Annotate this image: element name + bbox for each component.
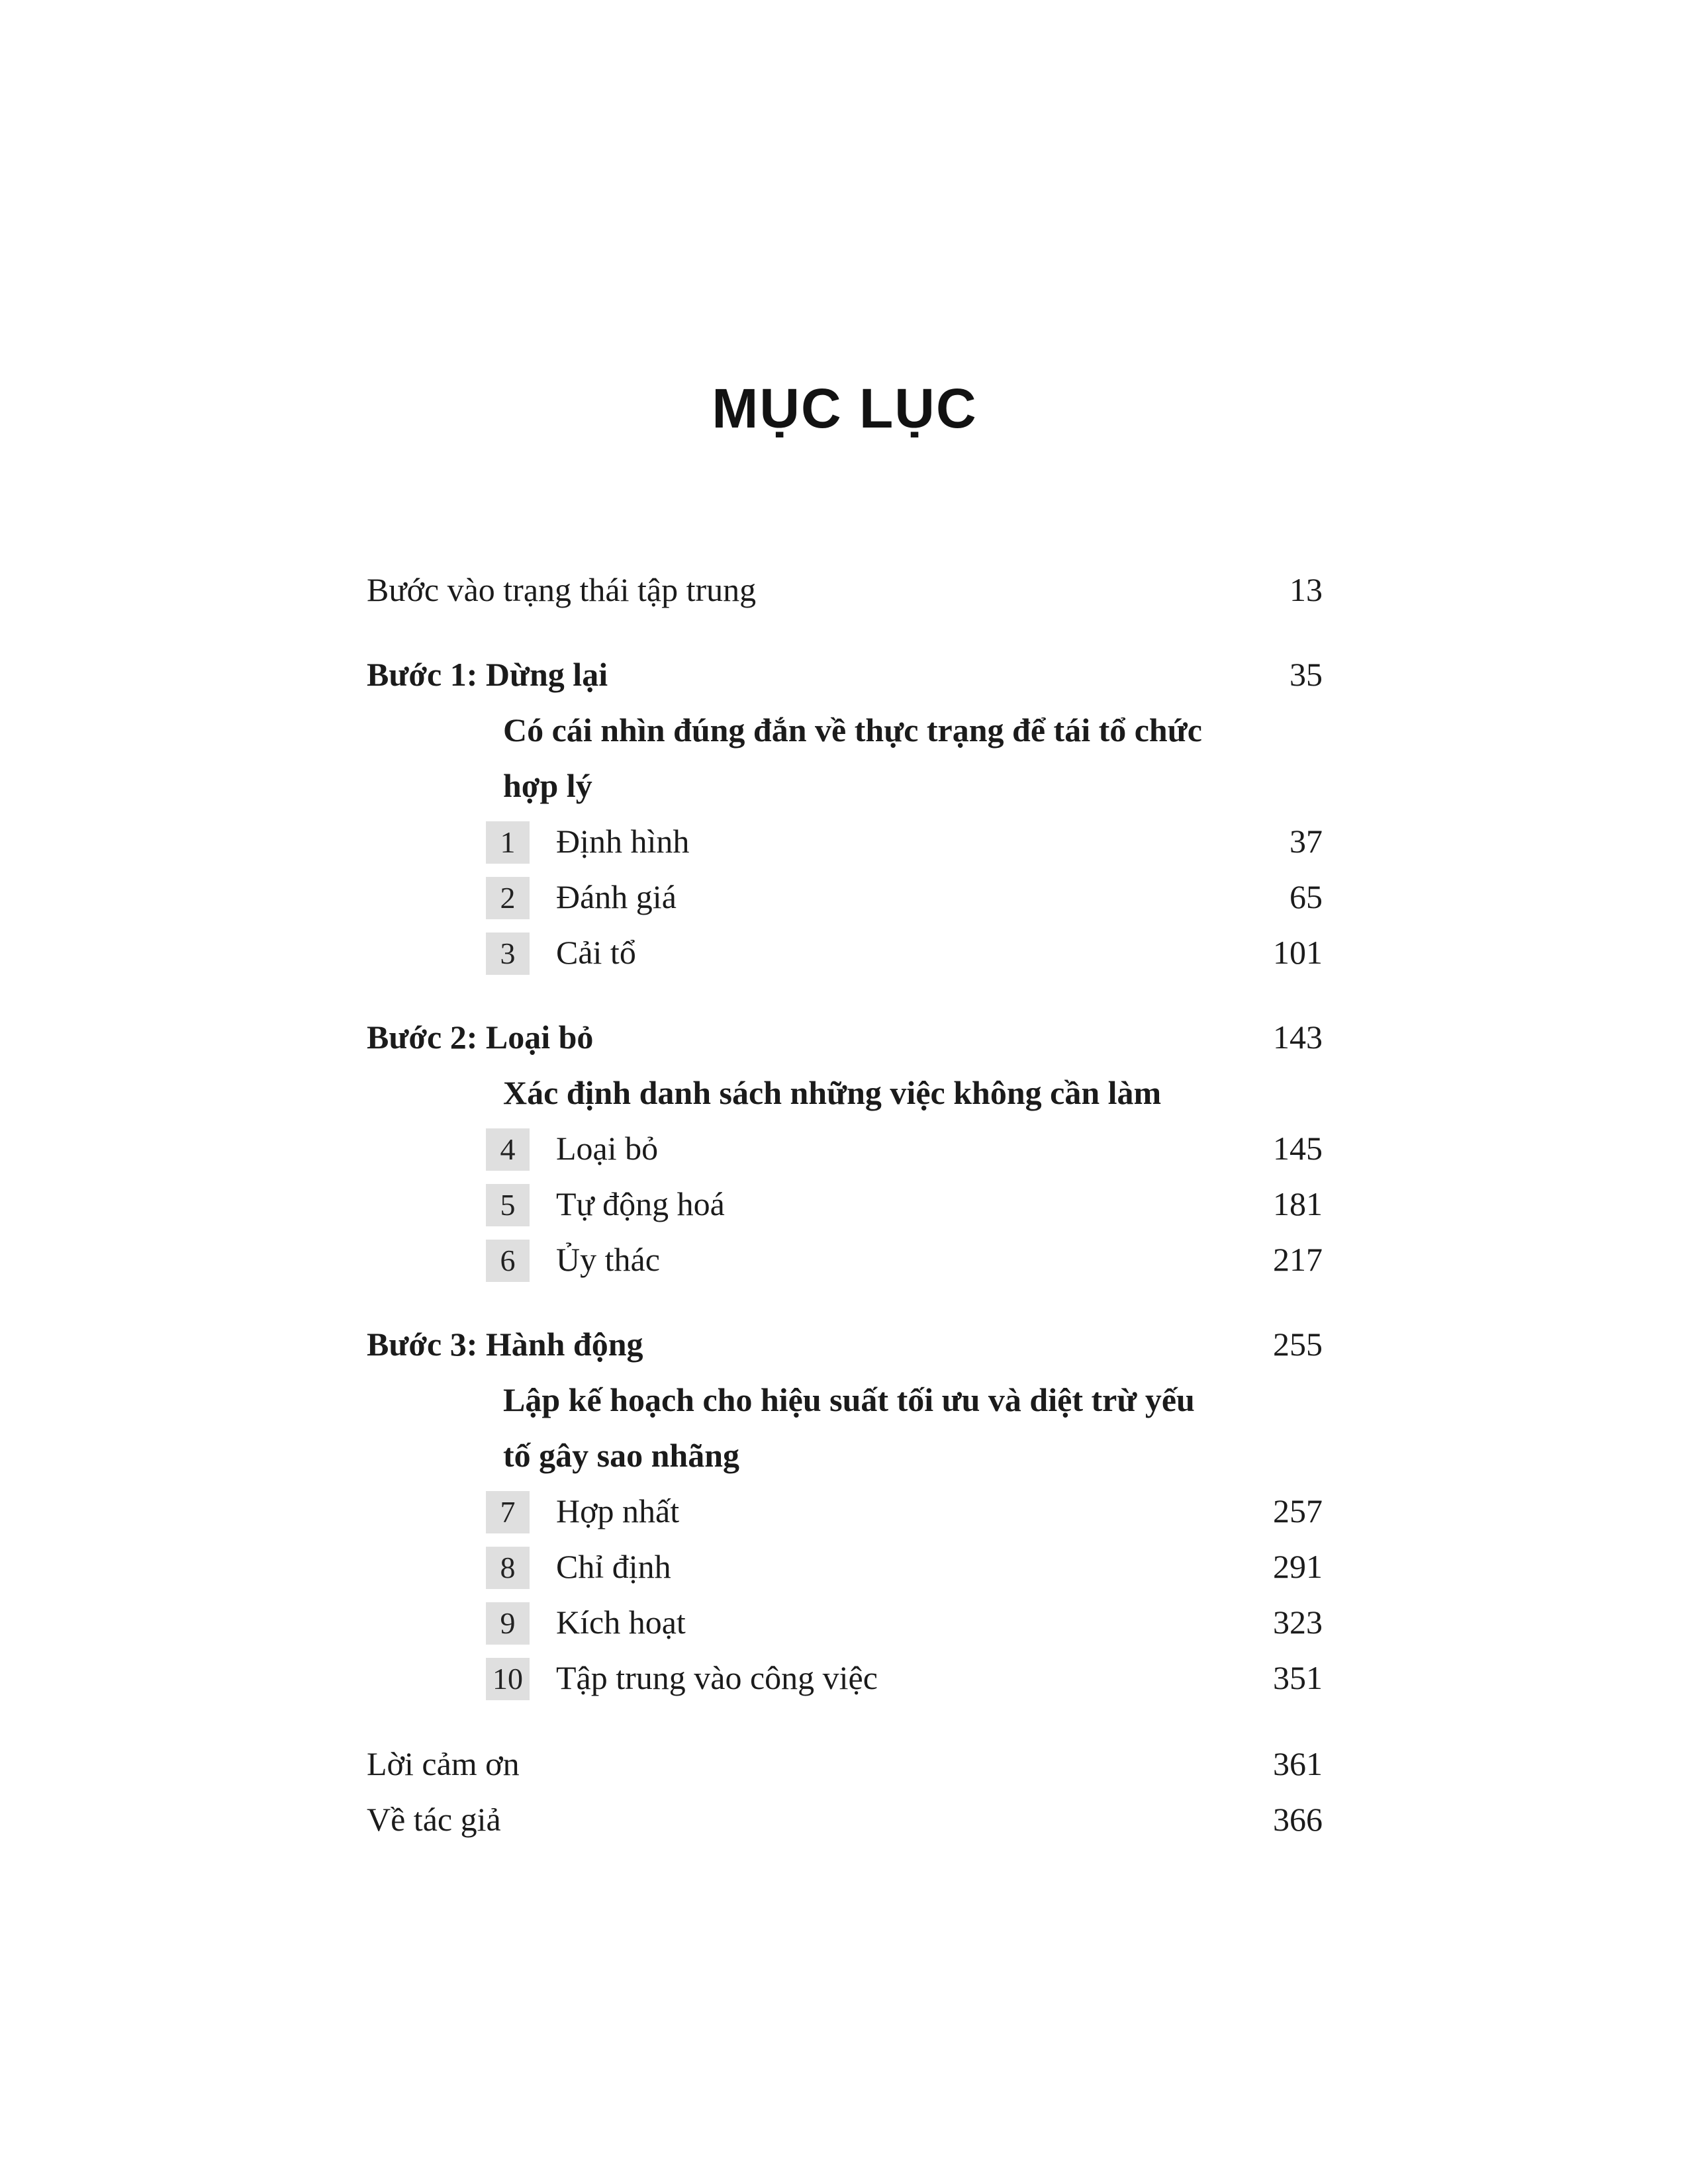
section-subtitle: Xác định danh sách những việc không cần làm: [503, 1074, 1162, 1111]
chapter-page: 291: [1273, 1548, 1323, 1585]
chapter-left: [486, 1594, 686, 1650]
section-subtitle: Có cái nhìn đúng đắn về thực trạng để tái tổ chức hợp lý: [503, 711, 1202, 804]
chapter-page: 145: [1273, 1130, 1323, 1167]
section-page: 255: [1273, 1326, 1323, 1363]
chapter-row: [486, 1539, 1323, 1594]
chapter-title: Ủy thác: [556, 1241, 660, 1278]
chapter-title: Đánh giá: [556, 878, 677, 915]
chapter-row: [486, 1650, 1323, 1706]
chapter-title: Định hình: [556, 823, 690, 860]
chapter-title: Hợp nhất: [556, 1492, 680, 1529]
toc-entry-intro: [367, 562, 1323, 617]
chapter-left: [486, 1120, 658, 1176]
table-of-contents: [367, 562, 1323, 1847]
chapter-row: [486, 869, 1323, 925]
chapter-number: 3: [486, 933, 530, 975]
entry-page: 361: [1273, 1745, 1323, 1782]
chapter-left: [486, 925, 636, 980]
section-title: Bước 3: Hành động: [367, 1326, 643, 1363]
chapter-page: 323: [1273, 1604, 1323, 1641]
toc-section-2: [367, 1009, 1323, 1287]
chapter-page: 217: [1273, 1241, 1323, 1278]
section-title: Bước 2: Loại bỏ: [367, 1019, 594, 1056]
chapter-number: 2: [486, 877, 530, 919]
chapter-page: 65: [1289, 878, 1323, 915]
back-matter: [367, 1736, 1323, 1847]
toc-section-3: [367, 1316, 1323, 1706]
toc-entry-about-author: [367, 1792, 1323, 1847]
toc-entry-acknowledgements: [367, 1736, 1323, 1792]
chapter-page: 37: [1289, 823, 1323, 860]
chapter-number: 9: [486, 1602, 530, 1645]
entry-page: 13: [1289, 571, 1323, 608]
chapter-title: Tập trung vào công việc: [556, 1659, 878, 1696]
chapter-number: 1: [486, 821, 530, 864]
chapter-page: 101: [1273, 934, 1323, 971]
chapter-row: [486, 1120, 1323, 1176]
section-subtitle: Lập kế hoạch cho hiệu suất tối ưu và diệt trừ yếu tố gây sao nhãng: [503, 1381, 1195, 1474]
section-page: 35: [1289, 656, 1323, 693]
chapter-left: [486, 1232, 660, 1287]
chapter-number: 5: [486, 1184, 530, 1226]
chapter-row: [486, 1232, 1323, 1287]
chapter-left: [486, 1650, 878, 1706]
section-header: [367, 1009, 1323, 1065]
chapter-number: 4: [486, 1128, 530, 1171]
chapter-page: 351: [1273, 1659, 1323, 1696]
chapter-number: 7: [486, 1491, 530, 1533]
chapter-row: [486, 1594, 1323, 1650]
chapter-left: [486, 1539, 671, 1594]
chapter-number: 8: [486, 1547, 530, 1589]
section-page: 143: [1273, 1019, 1323, 1056]
chapter-title: Tự động hoá: [556, 1185, 725, 1222]
section-title: Bước 1: Dừng lại: [367, 656, 608, 693]
chapter-row: [486, 1176, 1323, 1232]
chapter-page: 257: [1273, 1492, 1323, 1529]
chapter-title: Loại bỏ: [556, 1130, 659, 1167]
chapter-left: [486, 813, 689, 869]
chapter-title: Chỉ định: [556, 1548, 671, 1585]
toc-section-1: [367, 647, 1323, 980]
chapter-row: [486, 1483, 1323, 1539]
chapter-left: [486, 1176, 725, 1232]
chapter-left: [486, 1483, 679, 1539]
section-header: [367, 647, 1323, 702]
page-title: MỤC LỤC: [712, 377, 978, 439]
chapter-number: 6: [486, 1240, 530, 1282]
entry-label: Về tác giả: [367, 1801, 501, 1838]
chapter-page: 181: [1273, 1185, 1323, 1222]
chapter-title: Kích hoạt: [556, 1604, 686, 1641]
chapter-row: [486, 813, 1323, 869]
chapter-left: [486, 869, 677, 925]
chapter-row: [486, 925, 1323, 980]
chapter-number: 10: [486, 1658, 530, 1700]
entry-page: 366: [1273, 1801, 1323, 1838]
chapter-title: Cải tổ: [556, 934, 636, 971]
entry-label: Bước vào trạng thái tập trung: [367, 571, 757, 608]
entry-label: Lời cảm ơn: [367, 1745, 520, 1782]
section-header: [367, 1316, 1323, 1372]
